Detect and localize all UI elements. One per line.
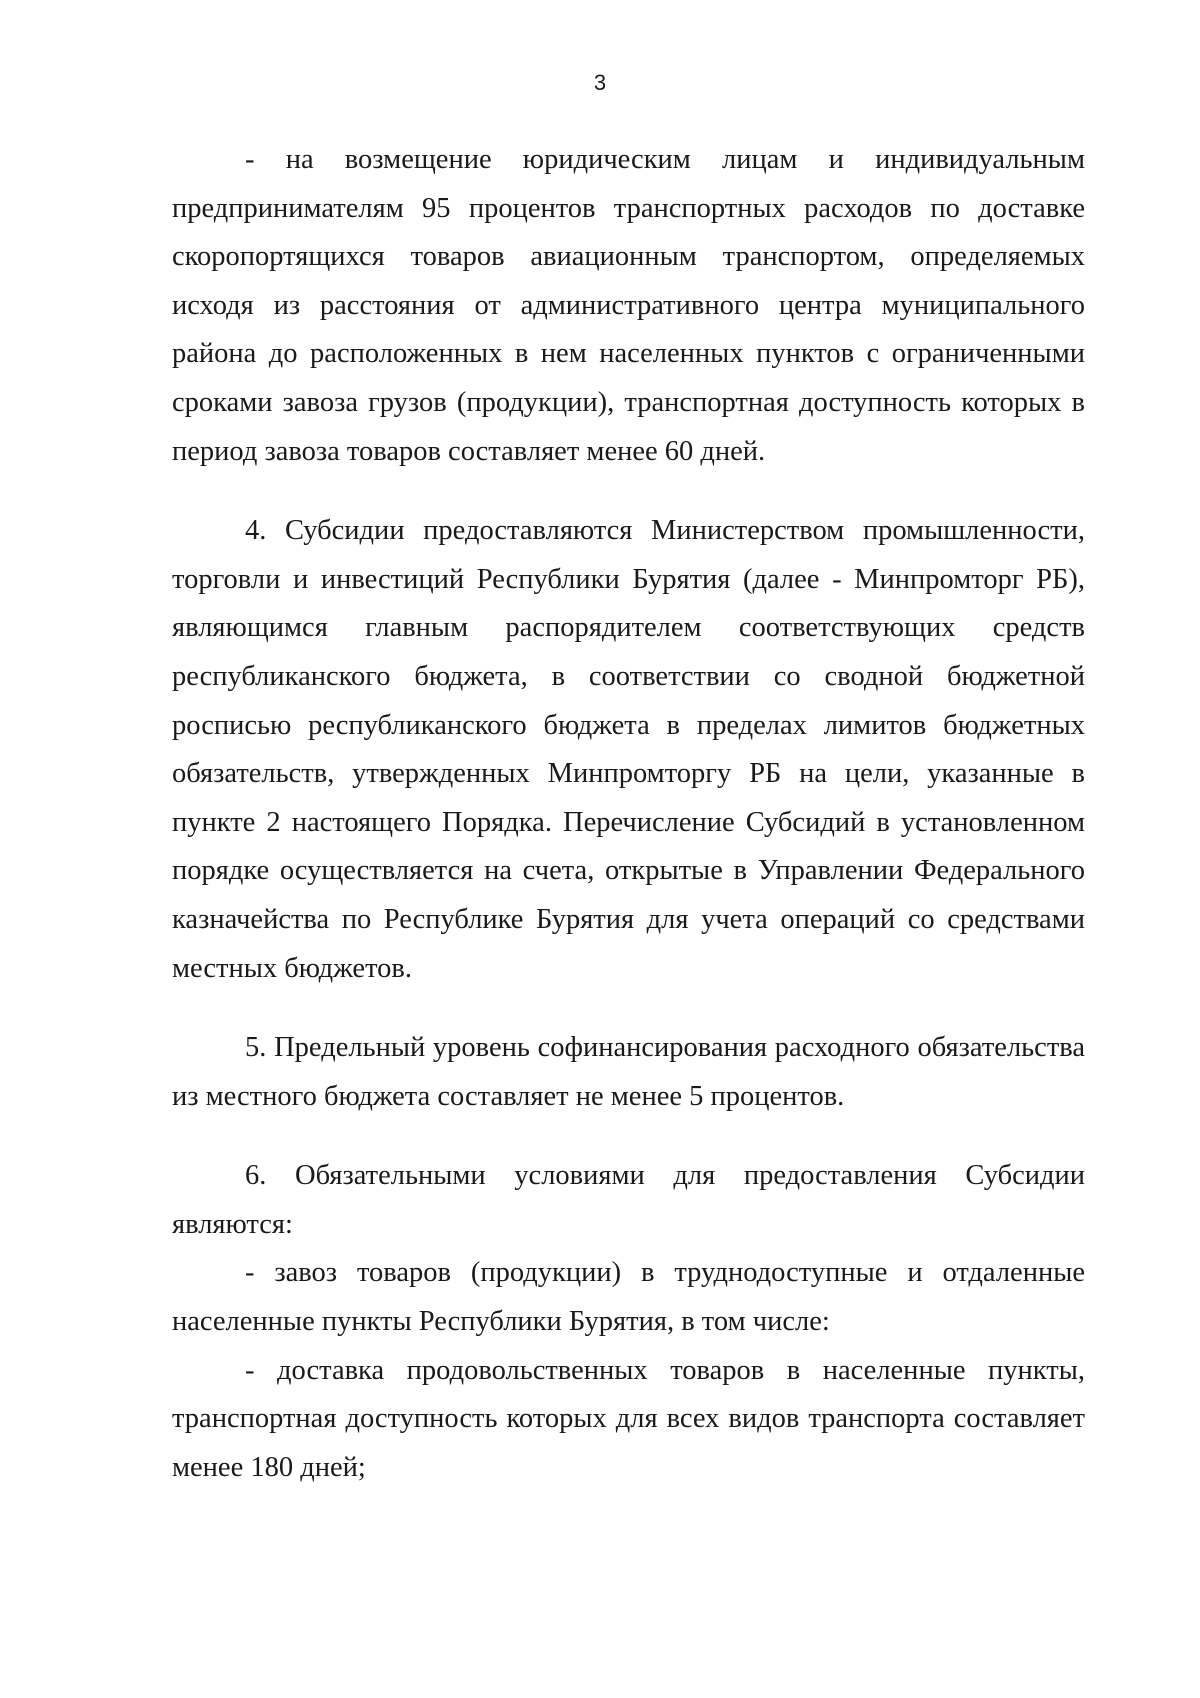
paragraph-reimbursement-air-transport: - на возмещение юридическим лицам и индивидуальным предпринимателям 95 процентов транспортных расходов по доставке скоропортящихся товаров авиационным транспортом, определяемых исходя из расстояния от административного центра муниципального района до расположенных в нем населенных пунктов с ограниченными сроками завоза грузов (продукции), транспортная доступность которых в период завоза товаров составляет менее 60 дней.: [172, 144, 1085, 467]
paragraph-5-cofinancing-level: 5. Предельный уровень софинансирования расходного обязательства из местного бюджета составляет не менее 5 процентов.: [172, 1032, 1085, 1112]
paragraph-food-delivery-180-days: - доставка продовольственных товаров в населенные пункты, транспортная доступность которых для всех видов транспорта составляет менее 180 дней;: [172, 1354, 1085, 1483]
page-number: 3: [593, 70, 607, 95]
paragraph-4-subsidy-provider: 4. Субсидии предоставляются Министерством промышленности, торговли и инвестиций Республики Бурятия (далее - Минпромторг РБ), являющимся главным распорядителем соответствующих средств республиканского бюджета, в соответствии со сводной бюджетной росписью республиканского бюджета в пределах лимитов бюджетных обязательств, утвержденных Минпромторгу РБ на цели, указанные в пункте 2 настоящего Порядка. Перечисление Субсидий в установленном порядке осуществляется на счета, открытые в Управлении Федерального казначейства по Республике Бурятия для учета операций со средствами местных бюджетов.: [172, 515, 1085, 984]
paragraph-goods-delivery-remote: - завоз товаров (продукции) в труднодоступные и отдаленные населенные пункты Республики Бурятия, в том числе:: [172, 1257, 1085, 1338]
document-body: [172, 136, 1085, 1492]
paragraph-6-mandatory-conditions: 6. Обязательными условиями для предоставления Субсидии являются:: [172, 1160, 1085, 1240]
